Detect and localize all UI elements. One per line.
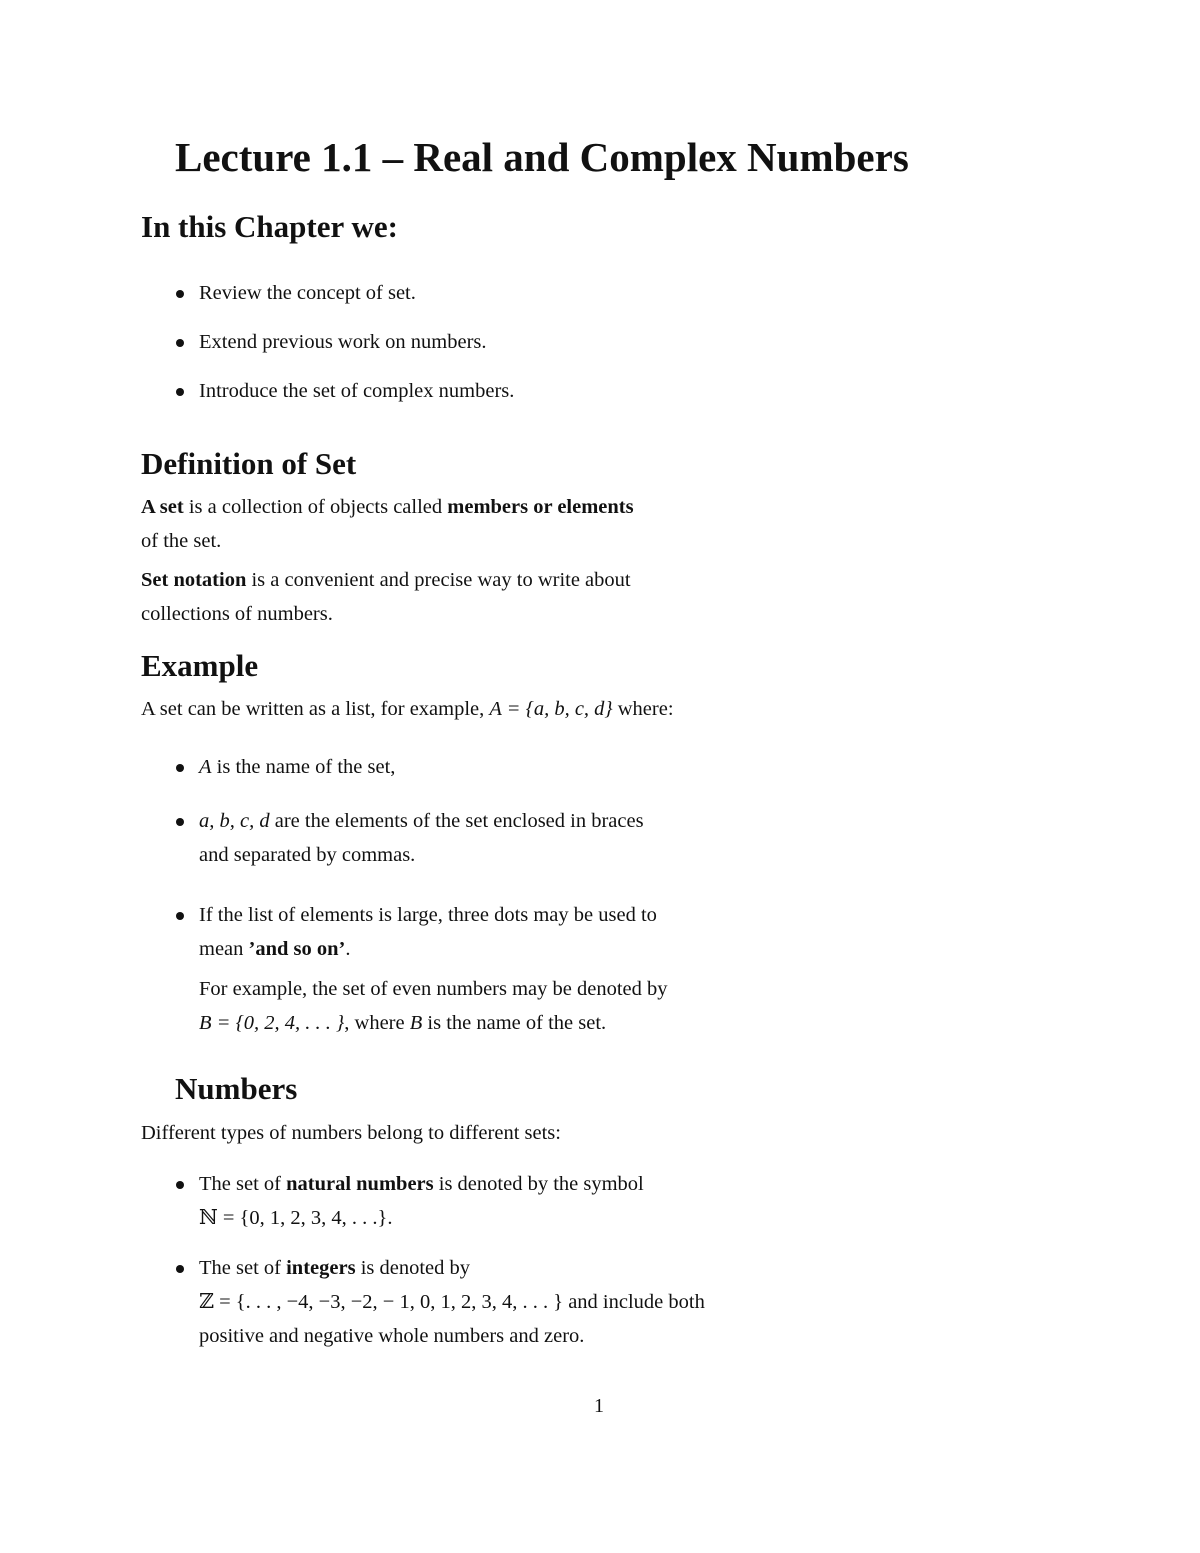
page-number: 1 (594, 1395, 604, 1417)
term-set: A set (141, 496, 184, 518)
numbers-bullet-natural: The set of natural numbers is denoted by the symbol (199, 1173, 644, 1195)
bullet-icon (176, 388, 184, 396)
definition-heading: Definition of Set (141, 446, 357, 481)
bullet-icon (176, 339, 184, 347)
example-bullet-2: a, b, c, d are the elements of the set enclosed in braces (199, 810, 644, 832)
example-bullet-3-line-4: B = {0, 2, 4, . . . }, where B is the name of the set. (199, 1012, 607, 1034)
numbers-bullet-integers: The set of integers is denoted by (199, 1257, 471, 1279)
example-heading: Example (141, 648, 259, 683)
definition-paragraph-1-cont: of the set. (141, 530, 222, 552)
page-title: Lecture 1.1 – Real and Complex Numbers (175, 134, 909, 180)
definition-paragraph-1: A set is a collection of objects called members or elements (141, 496, 634, 518)
intro-item-2: Extend previous work on numbers. (199, 331, 487, 353)
intro-item-3: Introduce the set of complex numbers. (199, 380, 515, 402)
example-bullet-2-cont: and separated by commas. (199, 844, 416, 866)
definition-paragraph-2-cont: collections of numbers. (141, 603, 333, 625)
example-intro: A set can be written as a list, for example, A = {a, b, c, d} where: (141, 698, 674, 720)
numbers-heading: Numbers (175, 1071, 298, 1106)
bullet-icon (176, 1265, 184, 1273)
example-bullet-3-line-2: mean ’and so on’. (199, 938, 351, 960)
intro-item-1: Review the concept of set. (199, 282, 416, 304)
example-bullet-3-line-3: For example, the set of even numbers may be denoted by (199, 978, 668, 1000)
bullet-icon (176, 818, 184, 826)
bullet-icon (176, 764, 184, 772)
math-set-a: A = {a, b, c, d} (489, 698, 613, 720)
math-set-b: B = {0, 2, 4, . . . } (199, 1012, 345, 1034)
example-bullet-3: If the list of elements is large, three dots may be used to (199, 904, 657, 926)
math-integer-set: ℤ = {. . . , −4, −3, −2, − 1, 0, 1, 2, 3, 4, . . . } and include both (199, 1291, 705, 1313)
numbers-intro: Different types of numbers belong to different sets: (141, 1122, 561, 1144)
example-bullet-1: A is the name of the set, (199, 756, 396, 778)
bullet-icon (176, 1181, 184, 1189)
term-members: members or elements (447, 496, 634, 518)
term-set-notation: Set notation (141, 569, 247, 591)
intro-heading: In this Chapter we: (141, 209, 398, 244)
definition-paragraph-2: Set notation is a convenient and precise way to write about (141, 569, 631, 591)
bullet-icon (176, 912, 184, 920)
math-natural-set: ℕ = {0, 1, 2, 3, 4, . . .}. (199, 1207, 393, 1229)
bullet-icon (176, 290, 184, 298)
numbers-bullet-integers-cont: positive and negative whole numbers and zero. (199, 1325, 585, 1347)
